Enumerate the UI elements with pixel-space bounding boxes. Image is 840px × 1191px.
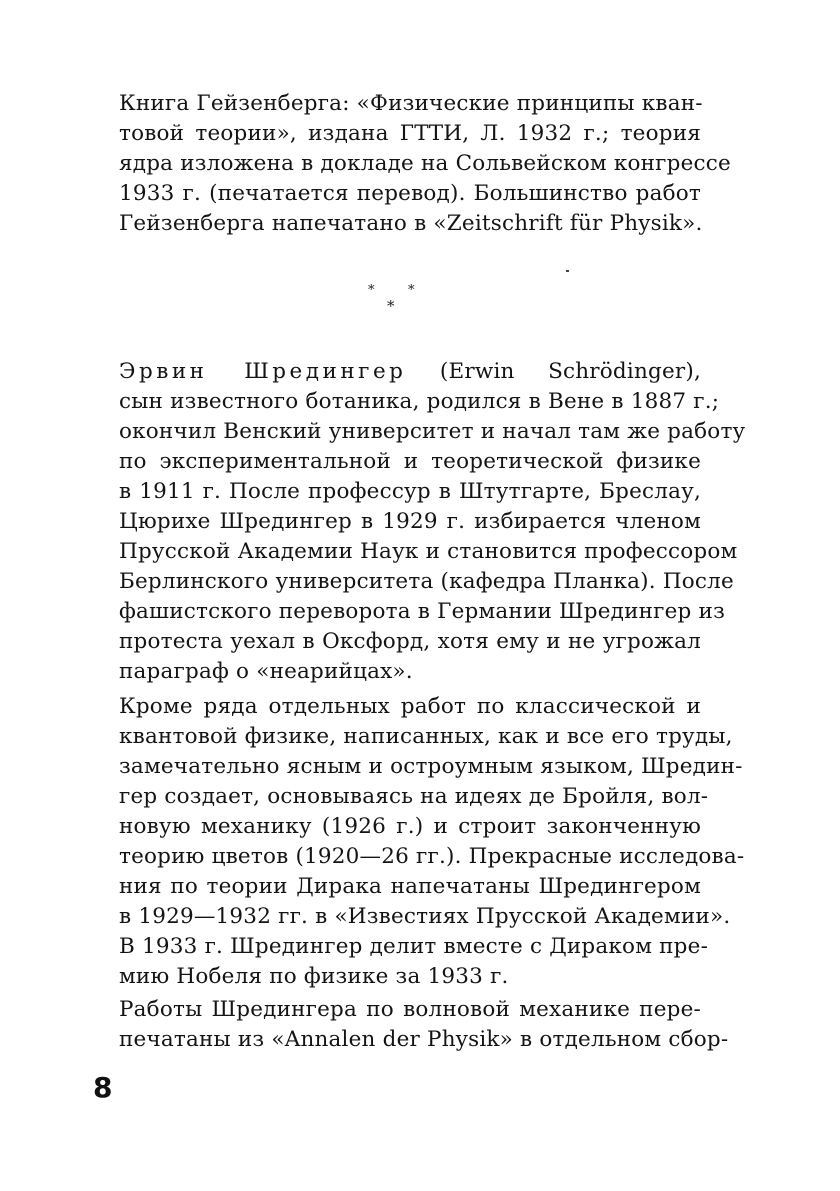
text-line: теорию цветов (1920—26 гг.). Прекрасные исследова-: [119, 844, 745, 869]
text-line: 1933 г. (печатается перевод). Большинство работ: [119, 181, 701, 206]
text-line: ядра изложена в докладе на Сольвейском конгрессе: [119, 151, 731, 176]
text-line: сын известного ботаника, родился в Вене в 1887 г.;: [119, 389, 720, 414]
text-line: протеста уехал в Оксфорд, хотя ему и не угрожал: [119, 629, 701, 654]
schrodinger-biography-paragraph: [119, 357, 746, 687]
text-line: параграф о «неарийцах».: [119, 659, 413, 684]
text-line: гер создает, основываясь на идеях де Бройля, вол-: [119, 784, 709, 809]
text-line: Книга Гейзенберга: «Физические принципы кван-: [119, 91, 703, 116]
heisenberg-book-paragraph: [119, 89, 731, 239]
text-line: Берлинского университета (кафедра Планка). После: [119, 569, 734, 594]
text-line: Прусской Академии Наук и становится профессором: [119, 539, 738, 564]
asterisk-icon: *: [387, 297, 395, 315]
text-line: Кроме ряда отдельных работ по классической и: [119, 694, 701, 719]
text-line: по экспериментальной и теоретической физике: [119, 449, 701, 474]
section-separator: [340, 282, 460, 322]
text-line: Гейзенберга напечатано в «Zeitschrift für Physik».: [119, 211, 703, 236]
text-line: Цюрихе Шредингер в 1929 г. избирается членом: [119, 509, 701, 534]
person-name-original: (Erwin Schrödinger),: [406, 359, 701, 384]
schrodinger-annalen-paragraph: [119, 995, 729, 1055]
text-line-heading: [119, 357, 701, 387]
text-line: в 1911 г. После профессур в Штутгарте, Бреслау,: [119, 479, 701, 504]
text-line: ния по теории Дирака напечатаны Шредингером: [119, 874, 701, 899]
page-number: 8: [93, 1071, 113, 1104]
text-line: в 1929—1932 гг. в «Известиях Прусской Академии».: [119, 904, 731, 929]
schrodinger-works-paragraph: [119, 692, 745, 992]
text-line: новую механику (1926 г.) и строит законченную: [119, 814, 701, 839]
asterisk-icon: *: [368, 283, 375, 298]
text-line: фашистского переворота в Германии Шредингер из: [119, 599, 725, 624]
print-speck: [566, 270, 569, 272]
text-line: мию Нобеля по физике за 1933 г.: [119, 964, 509, 989]
asterisk-icon: *: [408, 283, 415, 298]
text-line: квантовой физике, написанных, как и все его труды,: [119, 724, 733, 749]
text-line: печатаны из «Annalen der Physik» в отдельном сбор-: [119, 1027, 729, 1052]
person-name: Эрвин Шредингер: [119, 359, 407, 384]
text-line: Работы Шредингера по волновой механике пере-: [119, 997, 701, 1022]
text-line: замечательно ясным и остроумным языком, Шредин-: [119, 754, 743, 779]
text-line: окончил Венский университет и начал там же работу: [119, 419, 746, 444]
text-line: товой теории», издана ГТТИ, Л. 1932 г.; теория: [119, 121, 701, 146]
text-line: В 1933 г. Шредингер делит вместе с Дираком пре-: [119, 934, 709, 959]
